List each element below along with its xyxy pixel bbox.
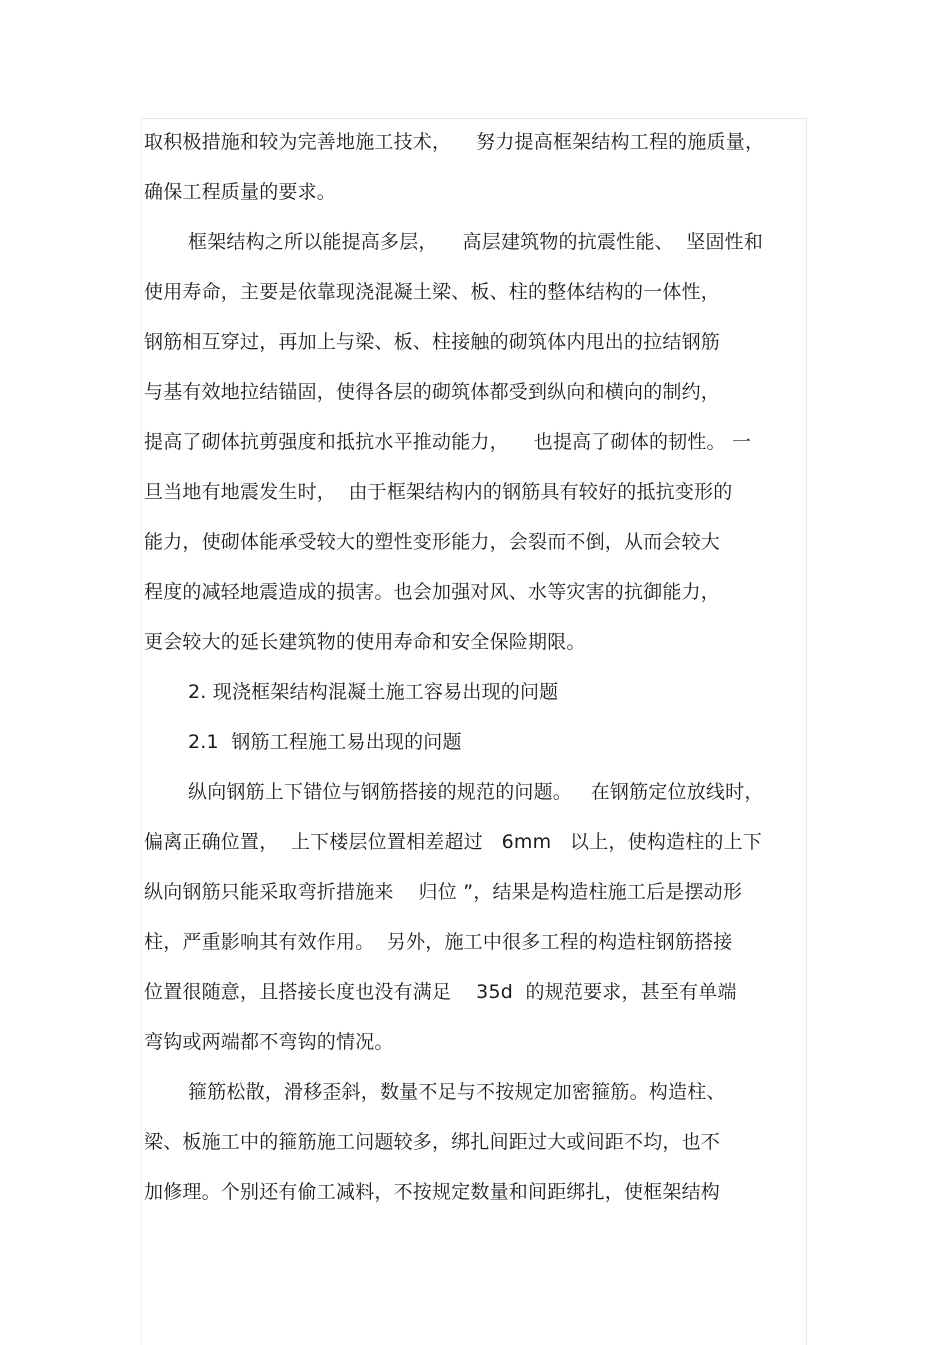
paragraph-line: 使用寿命，主要是依靠现浇混凝土梁、板、柱的整体结构的一体性， (144, 281, 721, 303)
paragraph-line: 位置很随意，且搭接长度也没有满足 35d 的规范要求，甚至有单端 (144, 981, 737, 1003)
paragraph-line: 纵向钢筋上下错位与钢筋搭接的规范的问题。 在钢筋定位放线时， (188, 781, 764, 803)
paragraph-line: 确保工程质量的要求。 (144, 181, 337, 203)
paragraph-line: 钢筋相互穿过，再加上与梁、板、柱接触的砌筑体内甩出的拉结钢筋 (144, 331, 721, 353)
paragraph-line: 箍筋松散，滑移歪斜，数量不足与不按规定加密箍筋。构造柱、 (188, 1081, 726, 1103)
paragraph-line: 取积极措施和较为完善地施工技术， 努力提高框架结构工程的施质量， (144, 131, 765, 153)
paragraph-line: 柱，严重影响其有效作用。 另外，施工中很多工程的构造柱钢筋搭接 (144, 931, 733, 953)
subsection-heading: 2.1 钢筋工程施工易出现的问题 (188, 731, 462, 753)
paragraph-line: 纵向钢筋只能采取弯折措施来 归位 ”，结果是构造柱施工后是摆动形 (144, 881, 743, 903)
paragraph-line: 能力，使砌体能承受较大的塑性变形能力，会裂而不倒，从而会较大 (144, 531, 721, 553)
paragraph-line: 梁、板施工中的箍筋施工问题较多，绑扎间距过大或间距不均，也不 (144, 1131, 721, 1153)
paragraph-line: 框架结构之所以能提高多层， 高层建筑物的抗震性能、 坚固性和 (188, 231, 764, 253)
paragraph-line: 旦当地有地震发生时， 由于框架结构内的钢筋具有较好的抵抗变形的 (144, 481, 733, 503)
paragraph-line: 提高了砌体抗剪强度和抵抗水平推动能力， 也提高了砌体的韧性。 一 (144, 431, 752, 453)
paragraph-line: 更会较大的延长建筑物的使用寿命和安全保险期限。 (144, 631, 586, 653)
paragraph-line: 程度的减轻地震造成的损害。也会加强对风、水等灾害的抗御能力， (144, 581, 721, 603)
paragraph-line: 与基有效地拉结锚固，使得各层的砌筑体都受到纵向和横向的制约， (144, 381, 721, 403)
paragraph-line: 加修理。个别还有偷工减料，不按规定数量和间距绑扎，使框架结构 (144, 1181, 721, 1203)
paragraph-line: 弯钩或两端都不弯钩的情况。 (144, 1031, 394, 1053)
section-heading: 2. 现浇框架结构混凝土施工容易出现的问题 (188, 681, 559, 703)
paragraph-line: 偏离正确位置， 上下楼层位置相差超过 6mm 以上，使构造柱的上下 (144, 831, 763, 853)
